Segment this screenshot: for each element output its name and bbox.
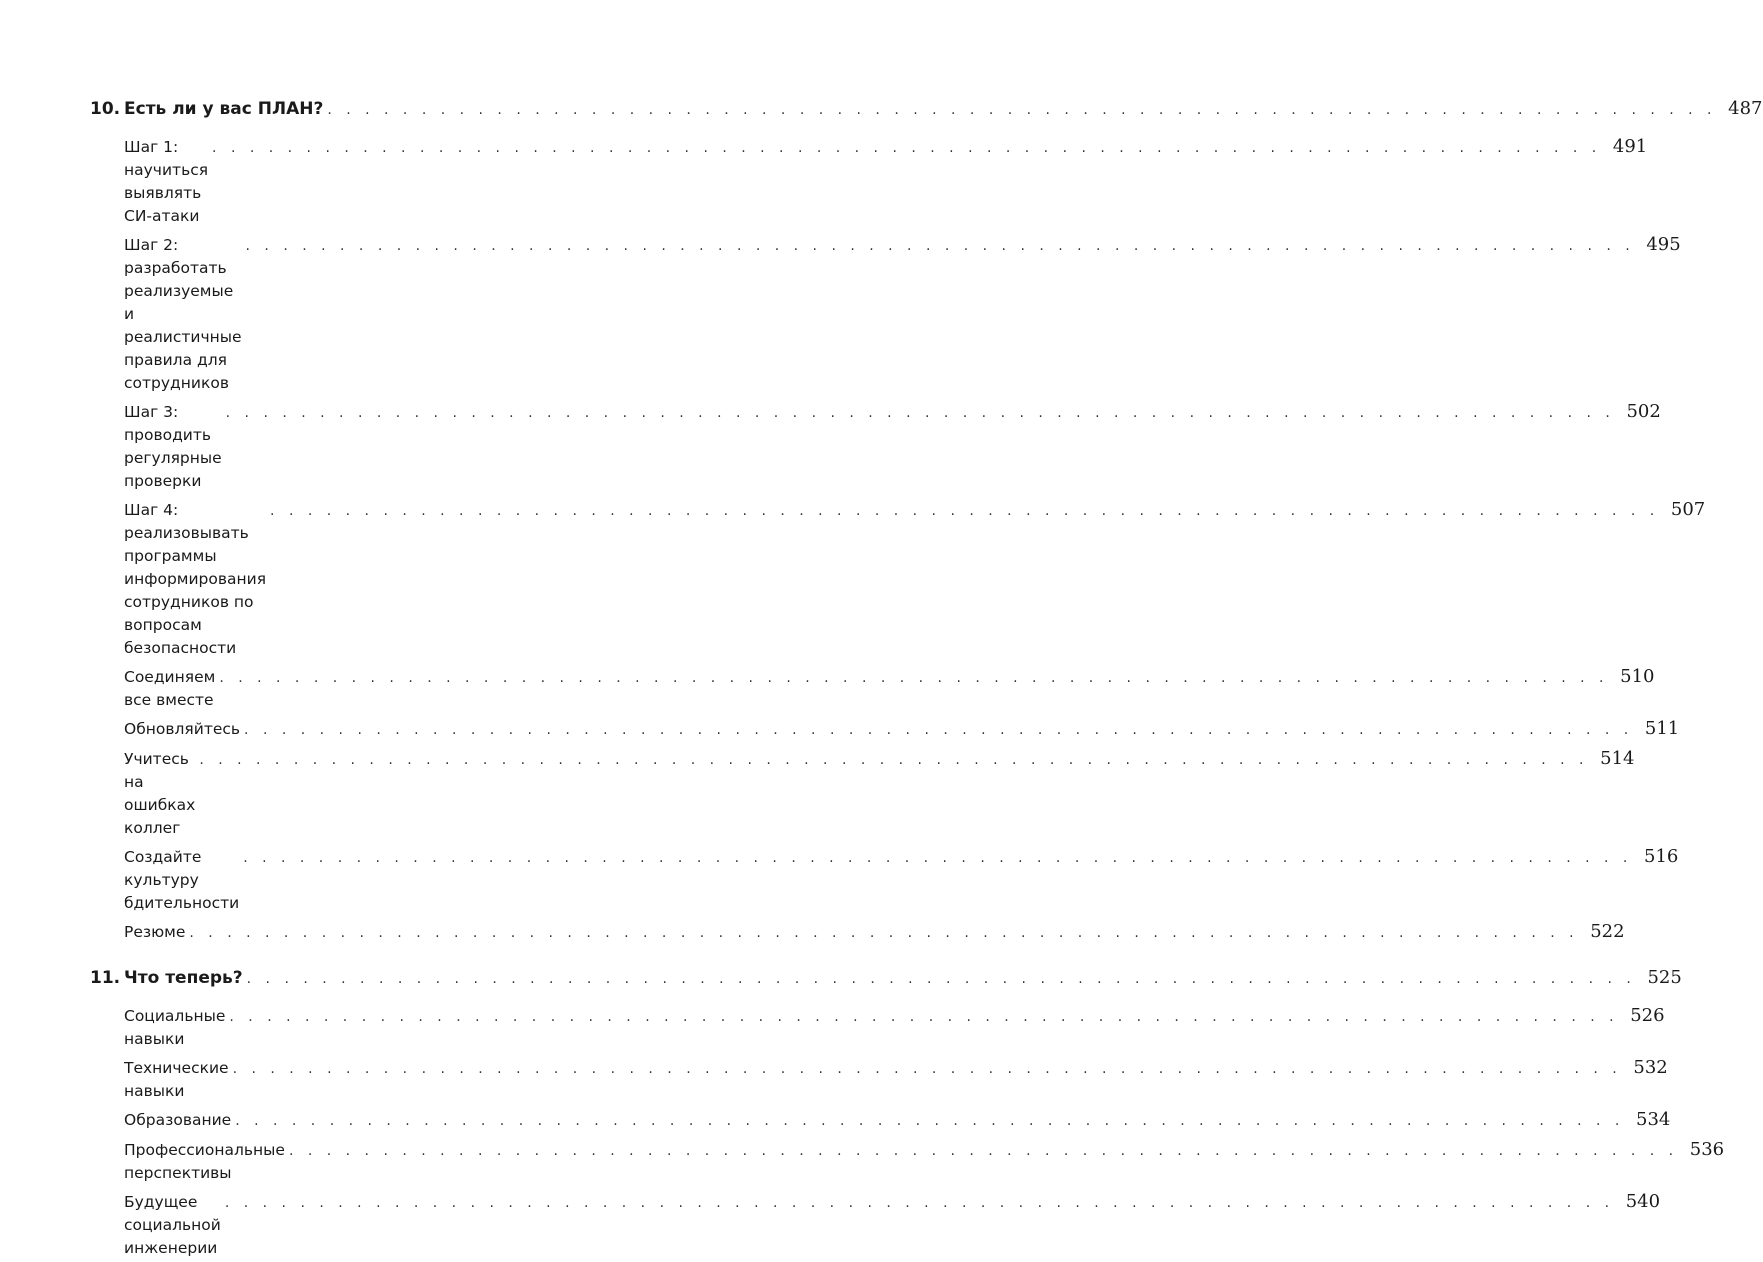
dot-leader: . . . . . . . . . . . . . . . . . . . . . . . . . . . . . . . . . . . . . . . . . . . . . . . . . . . . . . . . . . . . . . . . . . . . . . . . . .	[243, 849, 1633, 866]
dot-leader: . . . . . . . . . . . . . . . . . . . . . . . . . . . . . . . . . . . . . . . . . . . . . . . . . . . . . . . . . . . . . . . . . . . . . . . . . .	[199, 751, 1589, 768]
section-entry[interactable]	[124, 744, 1635, 842]
section-title: Будущее социальной инженерии	[124, 1192, 221, 1257]
dot-leader: . . . . . . . . . . . . . . . . . . . . . . . . . . . . . . . . . . . . . . . . . . . . . . . . . . . . . . . . . . . . . . . . . . . . . . . . . .	[225, 404, 1615, 421]
section-entry[interactable]	[124, 1053, 1668, 1105]
section-title: Профессиональные перспективы	[124, 1140, 285, 1182]
dot-leader: . . . . . . . . . . . . . . . . . . . . . . . . . . . . . . . . . . . . . . . . . . . . . . . . . . . . . . . . . . . . . . . . . . . . . . . . . .	[219, 669, 1609, 686]
section-entry[interactable]	[124, 662, 1655, 714]
dot-leader: . . . . . . . . . . . . . . . . . . . . . . . . . . . . . . . . . . . . . . . . . . . . . . . . . . . . . . . . . . . . . . . . . . . . . . . . . .	[224, 1194, 1615, 1211]
dot-leader: . . . . . . . . . . . . . . . . . . . . . . . . . . . . . . . . . . . . . . . . . . . . . . . . . . . . . . . . . . . . . . . . . . . . . . . . . .	[270, 502, 1660, 519]
section-list	[90, 1001, 1725, 1262]
section-title: Создайте культуру бдительности	[124, 847, 240, 912]
chapter-entry[interactable]	[90, 967, 1682, 997]
section-title: Технические навыки	[124, 1058, 229, 1100]
section-title: Резюме	[124, 922, 186, 941]
section-entry[interactable]	[124, 917, 1625, 947]
section-entry[interactable]	[124, 397, 1661, 495]
chapter-block	[90, 967, 1725, 1262]
dot-leader: . . . . . . . . . . . . . . . . . . . . . . . . . . . . . . . . . . . . . . . . . . . . . . . . . . . . . . . . . . . . . . . . . . . . . . . . . .	[189, 924, 1579, 941]
section-page-number: 526	[1630, 1004, 1665, 1026]
chapter-page-number: 487	[1728, 98, 1763, 119]
section-page-number: 514	[1600, 747, 1635, 769]
section-page-number: 510	[1620, 665, 1655, 687]
section-entry[interactable]	[124, 714, 1680, 744]
section-entry[interactable]	[124, 1105, 1671, 1135]
dot-leader: . . . . . . . . . . . . . . . . . . . . . . . . . . . . . . . . . . . . . . . . . . . . . . . . . . . . . . . . . . . . . . . . . . . . . . . . . .	[245, 237, 1635, 254]
section-list	[90, 132, 1706, 947]
section-entry[interactable]	[124, 1001, 1665, 1053]
section-page-number: 491	[1612, 135, 1648, 157]
section-entry[interactable]	[124, 230, 1681, 397]
dot-leader: . . . . . . . . . . . . . . . . . . . . . . . . . . . . . . . . . . . . . . . . . . . . . . . . . . . . . . . . . . . . . . . . . . . . . . . . . .	[229, 1008, 1619, 1025]
dot-leader: . . . . . . . . . . . . . . . . . . . . . . . . . . . . . . . . . . . . . . . . . . . . . . . . . . . . . . . . . . . . . . . . . . . . . . . . . .	[244, 721, 1634, 738]
section-page-number: 502	[1626, 400, 1661, 422]
section-title: Социальные навыки	[124, 1006, 226, 1048]
dot-leader: . . . . . . . . . . . . . . . . . . . . . . . . . . . . . . . . . . . . . . . . . . . . . . . . . . . . . . . . . . . . . . . . . . . . . . . . . .	[246, 971, 1636, 987]
section-title: Шаг 3: проводить регулярные проверки	[124, 402, 222, 490]
section-title: Соединяем все вместе	[124, 667, 216, 709]
dot-leader: . . . . . . . . . . . . . . . . . . . . . . . . . . . . . . . . . . . . . . . . . . . . . . . . . . . . . . . . . . . . . . . . . . . . . . . . . .	[212, 139, 1602, 156]
section-page-number: 540	[1625, 1190, 1661, 1212]
table-of-contents	[90, 98, 1763, 1262]
dot-leader: . . . . . . . . . . . . . . . . . . . . . . . . . . . . . . . . . . . . . . . . . . . . . . . . . . . . . . . . . . . . . . . . . . . . . . . . . .	[235, 1112, 1625, 1129]
section-title: Шаг 4: реализовывать программы информирования сотрудников по вопросам безопасности	[124, 500, 267, 657]
section-title: Обновляйтесь	[124, 719, 241, 738]
section-title: Шаг 1: научиться выявлять СИ-атаки	[124, 137, 209, 225]
chapter-title: Что теперь?	[124, 968, 243, 988]
section-page-number: 534	[1636, 1108, 1671, 1130]
section-title: Учитесь на ошибках коллег	[124, 749, 196, 837]
chapter-number: 11.	[90, 968, 121, 988]
section-page-number: 522	[1590, 920, 1625, 942]
dot-leader: . . . . . . . . . . . . . . . . . . . . . . . . . . . . . . . . . . . . . . . . . . . . . . . . . . . . . . . . . . . . . . . . . . . . . . . . . .	[288, 1142, 1679, 1159]
section-page-number: 516	[1644, 845, 1679, 867]
section-page-number: 507	[1670, 498, 1706, 520]
section-entry[interactable]	[124, 1187, 1661, 1262]
section-entry[interactable]	[124, 132, 1648, 230]
dot-leader: . . . . . . . . . . . . . . . . . . . . . . . . . . . . . . . . . . . . . . . . . . . . . . . . . . . . . . . . . . . . . . . . . . . . . . . . . .	[232, 1060, 1622, 1077]
dot-leader: . . . . . . . . . . . . . . . . . . . . . . . . . . . . . . . . . . . . . . . . . . . . . . . . . . . . . . . . . . . . . . . . . . . . . . . . . .	[327, 102, 1717, 118]
section-page-number: 532	[1633, 1056, 1668, 1078]
chapter-block	[90, 98, 1763, 947]
section-entry[interactable]	[124, 495, 1706, 662]
section-page-number: 495	[1646, 233, 1681, 255]
chapter-entry[interactable]	[90, 98, 1763, 128]
section-title: Шаг 2: разработать реализуемые и реалистичные правила для сотрудников	[124, 235, 242, 392]
section-title: Образование	[124, 1110, 232, 1129]
section-page-number: 511	[1644, 717, 1680, 739]
chapter-title: Есть ли у вас ПЛАН?	[124, 99, 324, 119]
chapter-number: 10.	[90, 99, 121, 119]
chapter-page-number: 525	[1647, 967, 1682, 988]
section-entry[interactable]	[124, 1135, 1725, 1187]
section-entry[interactable]	[124, 842, 1679, 917]
section-page-number: 536	[1689, 1138, 1725, 1160]
